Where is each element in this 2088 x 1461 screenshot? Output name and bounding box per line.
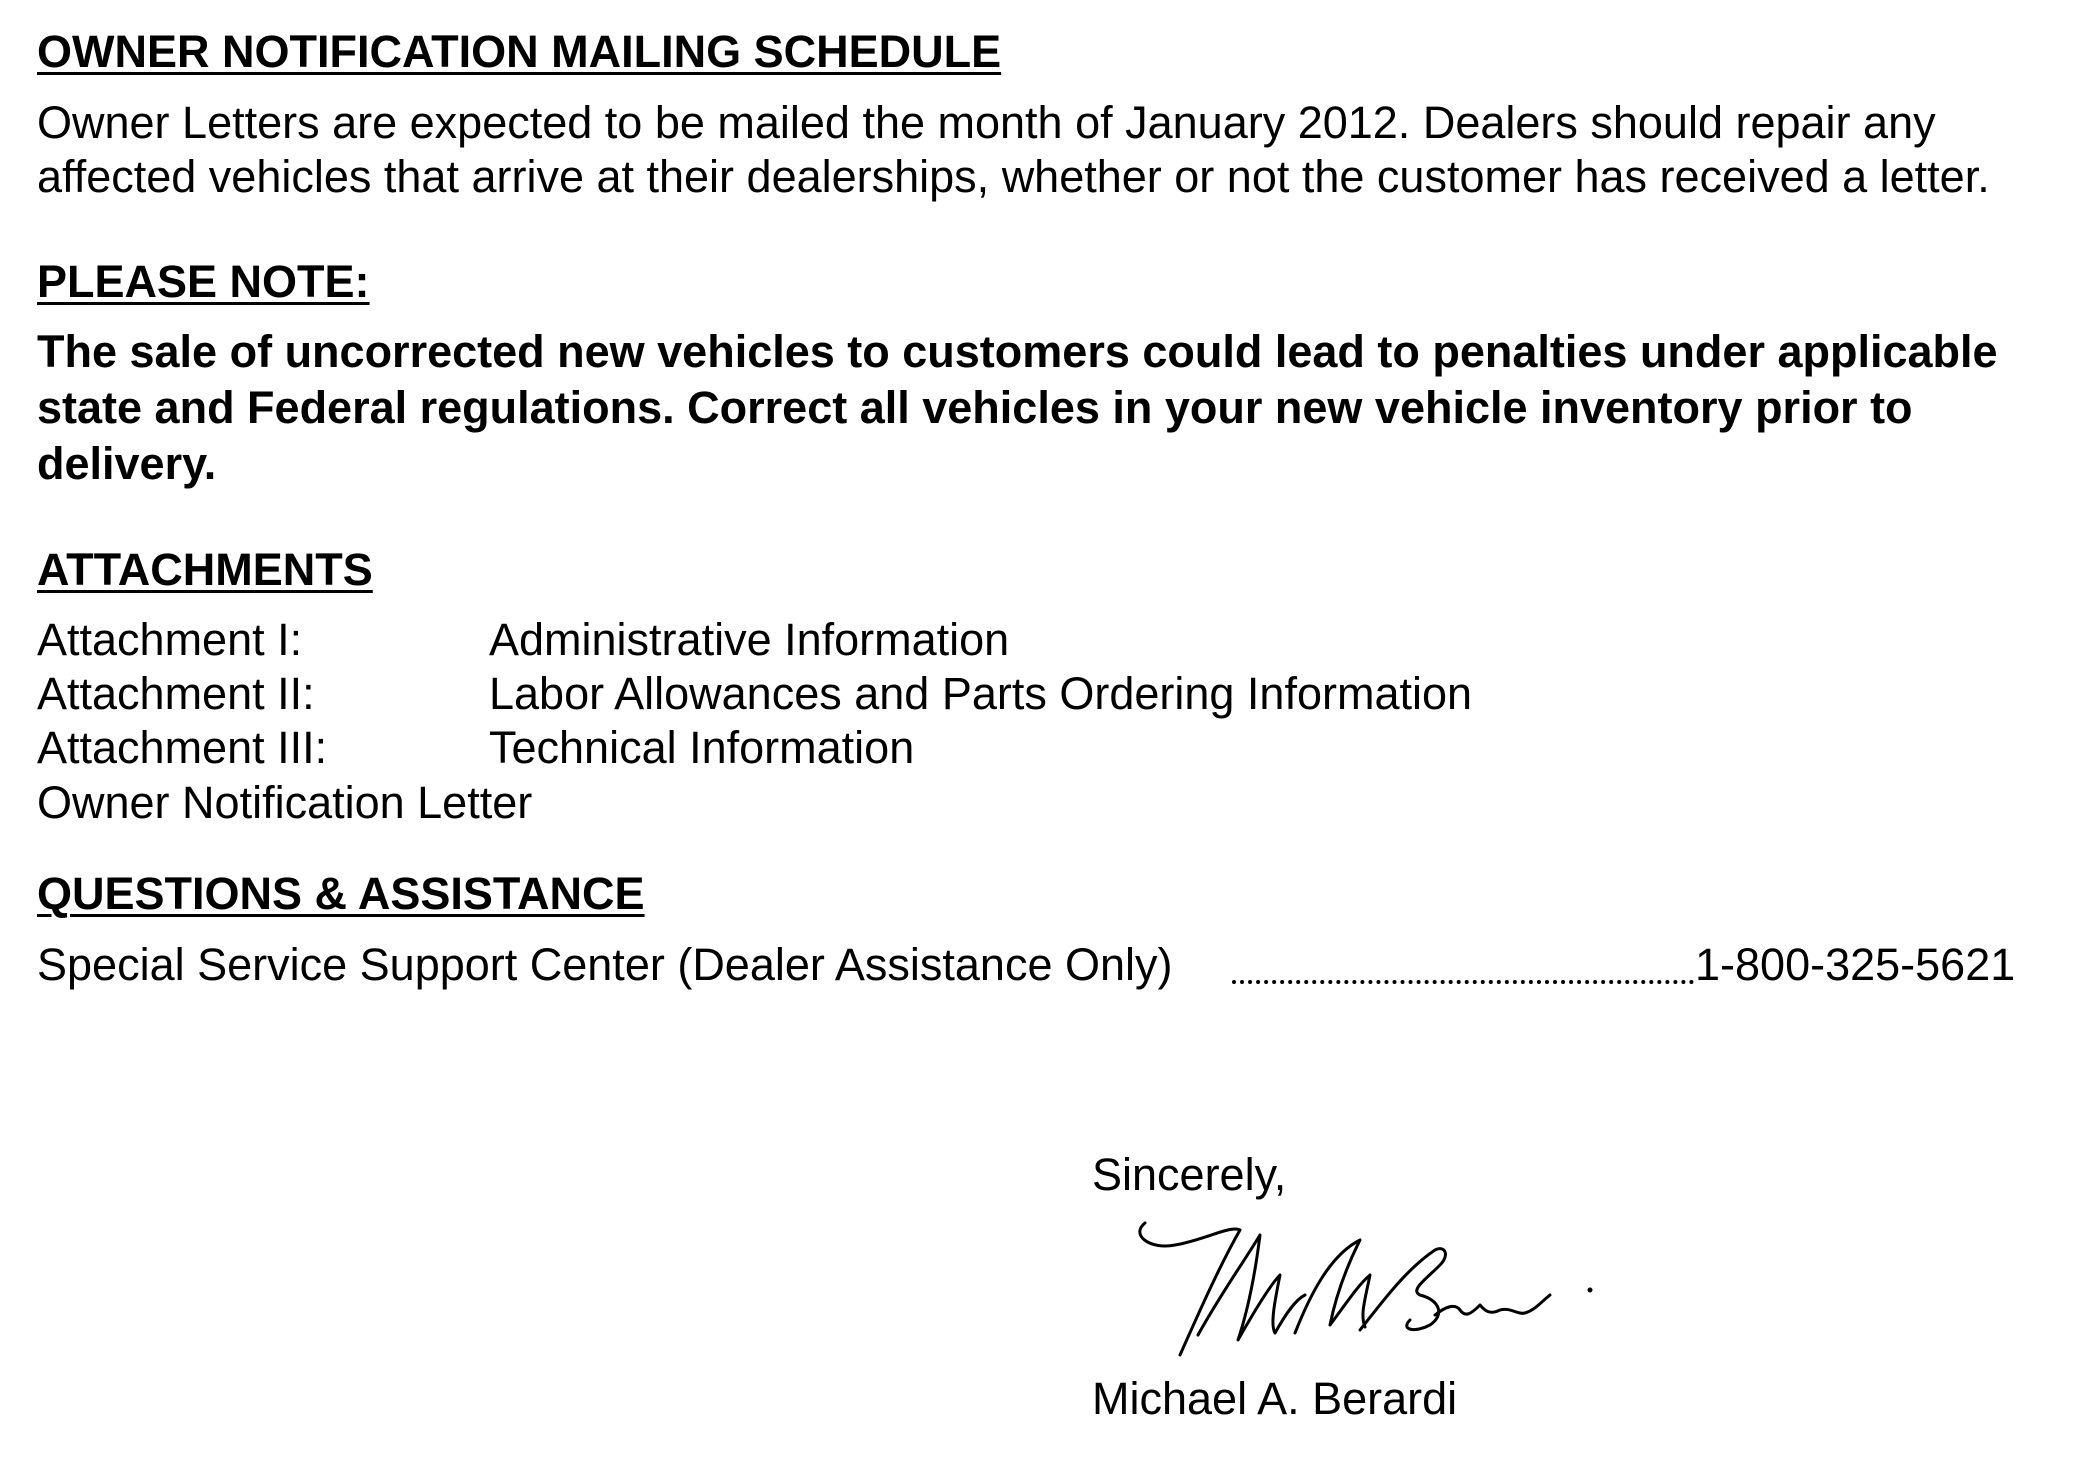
signer-name: Michael A. Berardi bbox=[1092, 1373, 1458, 1424]
owner-notification-letter-item: Owner Notification Letter bbox=[37, 777, 533, 828]
attachments-heading: ATTACHMENTS bbox=[37, 544, 373, 595]
questions-heading: QUESTIONS & ASSISTANCE bbox=[37, 868, 645, 919]
closing-salutation: Sincerely, bbox=[1092, 1149, 1287, 1200]
support-center-label: Special Service Support Center (Dealer Assistance Only) bbox=[37, 939, 1173, 990]
please-note-line-3: delivery. bbox=[37, 438, 217, 489]
please-note-heading: PLEASE NOTE: bbox=[37, 256, 370, 307]
attachment-label: Attachment III: bbox=[37, 722, 328, 773]
please-note-line-1: The sale of uncorrected new vehicles to customers could lead to penalties under applicable bbox=[37, 326, 1998, 377]
mailing-schedule-heading: OWNER NOTIFICATION MAILING SCHEDULE bbox=[37, 26, 1002, 77]
please-note-line-2: state and Federal regulations. Correct all vehicles in your new vehicle inventory prior to bbox=[37, 382, 1913, 433]
signature-image bbox=[1120, 1215, 1620, 1365]
mailing-schedule-line-1: Owner Letters are expected to be mailed the month of January 2012. Dealers should repair any bbox=[37, 97, 1936, 148]
attachment-label: Attachment I: bbox=[37, 614, 303, 665]
attachment-title: Technical Information bbox=[489, 722, 915, 773]
attachment-title: Labor Allowances and Parts Ordering Information bbox=[489, 668, 1473, 719]
attachment-title: Administrative Information bbox=[489, 614, 1010, 665]
support-phone-number: 1-800-325-5621 bbox=[1695, 939, 2016, 990]
mailing-schedule-line-2: affected vehicles that arrive at their dealerships, whether or not the customer has received a letter. bbox=[37, 151, 1990, 202]
attachment-label: Attachment II: bbox=[37, 668, 315, 719]
dot-leader bbox=[1232, 980, 1694, 984]
